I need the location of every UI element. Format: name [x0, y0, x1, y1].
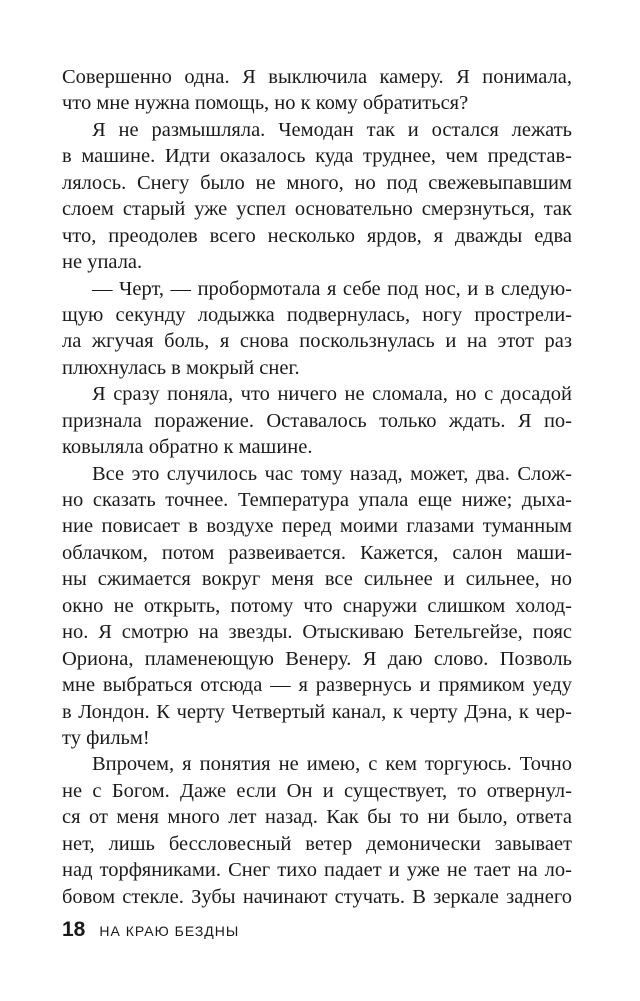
text-line: слоем старый уже успел основательно смерзнуться, так	[62, 198, 572, 221]
text-line: мне выбраться отсюда — я развернусь и прямиком уеду	[62, 674, 572, 697]
text-line: бовом стекле. Зубы начинают стучать. В зеркале заднего	[62, 885, 572, 908]
text-line: ны сжимается вокруг меня все сильнее и сильнее, но	[62, 568, 572, 591]
text-line: ла жгучая боль, я снова поскользнулась и на этот раз	[62, 330, 572, 353]
text-line: Впрочем, я понятия не имею, с кем торгуюсь. Точно	[92, 753, 572, 776]
page-number: 18	[62, 918, 86, 941]
text-line: ся от меня много лет назад. Как бы то ни было, ответа	[62, 806, 572, 829]
page-footer	[62, 918, 239, 944]
text-line: но сказать точнее. Температура упала еще ниже; дыха-	[62, 489, 572, 511]
text-line: ние повисает в воздухе перед моими глазами туманным	[62, 515, 572, 538]
text-line: признала поражение. Оставалось только ждать. Я по-	[62, 409, 572, 432]
text-line: что, преодолев всего несколько ярдов, я дважды едва	[62, 224, 572, 247]
text-line: Все это случилось час тому назад, может, два. Слож-	[92, 462, 572, 485]
text-line: нет, лишь бессловесный ветер демонически завывает	[62, 832, 572, 855]
text-line: в машине. Идти оказалось куда труднее, чем представ-	[62, 145, 572, 168]
text-line: что мне нужна помощь, но к кому обратиться?	[62, 92, 469, 115]
text-line: ту фильм!	[62, 726, 150, 749]
text-line: лялось. Снегу было не много, но под свежевыпавшим	[62, 171, 572, 194]
text-line: не упала.	[62, 251, 143, 274]
text-line: щую секунду лодыжка подвернулась, ногу прострели-	[62, 303, 572, 326]
text-line: — Черт, — пробормотала я себе под нос, и в следую-	[92, 277, 572, 300]
text-line: Совершенно одна. Я выключила камеру. Я понимала,	[62, 66, 572, 88]
text-line: Я не размышляла. Чемодан так и остался лежать	[92, 118, 572, 141]
text-line: облачком, потом развеивается. Кажется, салон маши-	[62, 541, 572, 564]
body-text	[62, 64, 572, 910]
text-line: над торфяниками. Снег тихо падает и уже не тает на ло-	[62, 859, 572, 882]
running-title: НА КРАЮ БЕЗДНЫ	[99, 923, 240, 939]
text-line: Ориона, пламенеющую Венеру. Я даю слово. Позволь	[62, 647, 572, 670]
text-line: не с Богом. Даже если Он и существует, то отвернул-	[62, 779, 572, 802]
text-line: но. Я смотрю на звезды. Отыскиваю Бетельгейзе, пояс	[62, 621, 572, 644]
text-line: плюхнулась в мокрый снег.	[62, 356, 300, 379]
text-line: окно не открыть, потому что снаружи слишком холод-	[62, 594, 572, 617]
text-line: Я сразу поняла, что ничего не сломала, но с досадой	[92, 383, 572, 406]
text-line: ковыляла обратно к машине.	[62, 436, 313, 459]
text-line: в Лондон. К черту Четвертый канал, к черту Дэна, к чер-	[62, 700, 572, 723]
